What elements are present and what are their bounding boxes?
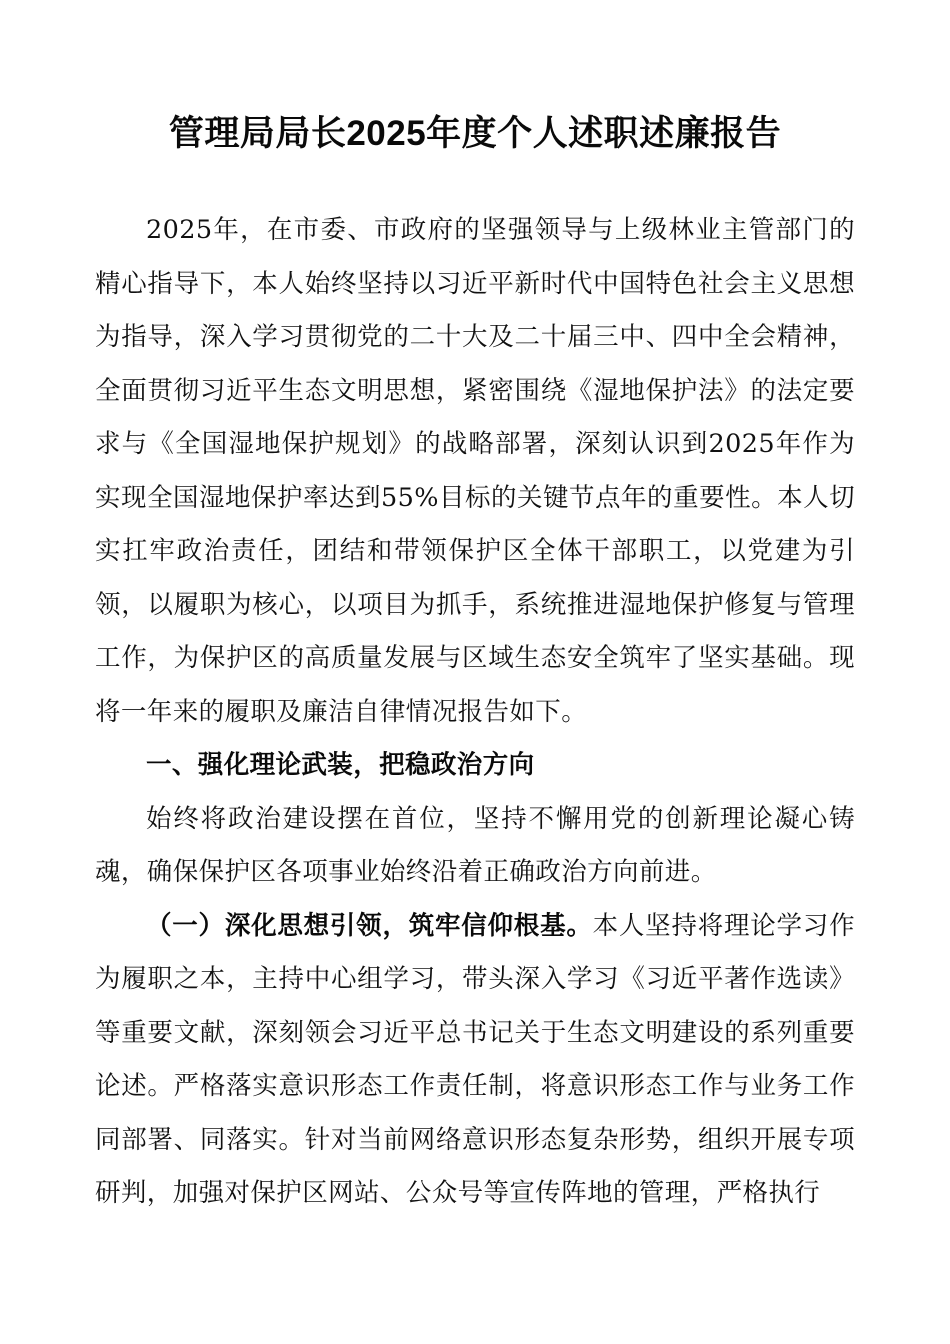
document-body: [95, 204, 855, 1221]
page-title: 管理局局长2025年度个人述职述廉报告: [168, 114, 782, 153]
section-1-intro-paragraph: 始终将政治建设摆在首位，坚持不懈用党的创新理论凝心铸魂，确保保护区各项事业始终沿着正确政治方向前进。: [95, 803, 855, 887]
subsection-1-1-lead: （一）深化思想引领，筑牢信仰根基。: [146, 911, 593, 940]
opening-paragraph: 2025年，在市委、市政府的坚强领导与上级林业主管部门的精心指导下，本人始终坚持以习近平新时代中国特色社会主义思想为指导，深入学习贯彻党的二十大及二十届三中、四中全会精神，全面贯彻习近平生态文明思想，紧密围绕《湿地保护法》的法定要求与《全国湿地保护规划》的战略部署，深刻认识到2025年作为实现全国湿地保护率达到55%目标的关键节点年的重要性。本人切实扛牢政治责任，团结和带领保护区全体干部职工，以党建为引领，以履职为核心，以项目为抓手，系统推进湿地保护修复与管理工作，为保护区的高质量发展与区域生态安全筑牢了坚实基础。现将一年来的履职及廉洁自律情况报告如下。: [95, 215, 855, 727]
section-heading-1: 一、强化理论武装，把稳政治方向: [146, 751, 535, 779]
subsection-1-1: [95, 900, 855, 1221]
subsection-1-1-text: 本人坚持将理论学习作为履职之本，主持中心组学习，带头深入学习《习近平著作选读》等重要文献，深刻领会习近平总书记关于生态文明建设的系列重要论述。严格落实意识形态工作责任制，将意识形态工作与业务工作同部署、同落实。针对当前网络意识形态复杂形势，组织开展专项研判，加强对保护区网站、公众号等宣传阵地的管理，严格执行: [95, 910, 855, 1208]
